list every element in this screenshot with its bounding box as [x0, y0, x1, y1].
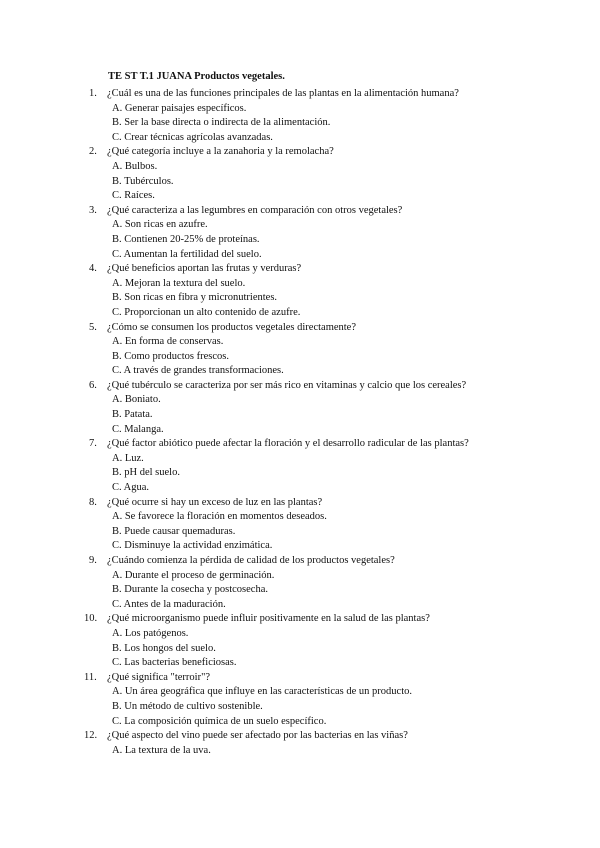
- answer-option: [0, 627, 600, 642]
- answer-option: [0, 189, 600, 204]
- question-number: 5.: [89, 321, 97, 333]
- answer-option-text: C. La composición química de un suelo específico.: [112, 715, 327, 727]
- answer-option: [0, 656, 600, 671]
- question-text: ¿Qué categoría incluye a la zanahoria y la remolacha?: [107, 146, 334, 158]
- answer-option-text: B. Un método de cultivo sostenible.: [112, 700, 263, 712]
- question-number: 9.: [89, 555, 97, 566]
- question-item: [0, 87, 600, 145]
- answer-option-text: B. Tubérculos.: [112, 175, 174, 187]
- question-text: ¿Qué factor abiótico puede afectar la floración y el desarrollo radicular de las plantas?: [107, 438, 469, 450]
- answer-option: [0, 685, 600, 700]
- answer-option: [0, 248, 600, 263]
- answer-option-text: C. Disminuye la actividad enzimática.: [112, 540, 273, 552]
- question-line: [0, 671, 600, 686]
- answer-option: [0, 131, 600, 146]
- answer-option-text: A. Los patógenos.: [112, 627, 189, 639]
- answer-option: [0, 642, 600, 657]
- answer-option-text: C. Las bacterias beneficiosas.: [112, 657, 237, 669]
- question-line: [0, 145, 600, 160]
- question-line: [0, 321, 600, 336]
- question-number: 6.: [89, 379, 97, 391]
- question-item: [0, 671, 600, 729]
- question-text: ¿Cuándo comienza la pérdida de calidad de los productos vegetales?: [107, 555, 395, 566]
- answer-option: [0, 700, 600, 715]
- question-item: [0, 379, 600, 437]
- answer-option-text: B. Los hongos del suelo.: [112, 642, 216, 654]
- answer-option: [0, 350, 600, 365]
- question-number: 3.: [89, 204, 97, 216]
- question-number: 10.: [84, 613, 98, 625]
- answer-option-text: B. Puede causar quemaduras.: [112, 525, 236, 537]
- answer-option: [0, 364, 600, 379]
- answer-option-text: A. La textura de la uva.: [112, 744, 211, 756]
- question-number: 7.: [89, 438, 97, 450]
- question-number: 12.: [84, 730, 98, 742]
- answer-option: [0, 744, 600, 759]
- answer-option: [0, 715, 600, 730]
- question-line: [0, 204, 600, 219]
- question-text: ¿Qué beneficios aportan las frutas y verduras?: [107, 263, 302, 275]
- answer-option-text: C. Raíces.: [112, 190, 155, 202]
- answer-option-text: A. Mejoran la textura del suelo.: [112, 277, 246, 289]
- question-text: ¿Qué caracteriza a las legumbres en comparación con otros vegetales?: [107, 204, 403, 216]
- answer-option: [0, 306, 600, 321]
- answer-option: [0, 102, 600, 117]
- question-line: [0, 379, 600, 394]
- answer-option-text: B. Ser la base directa o indirecta de la alimentación.: [112, 117, 331, 129]
- answer-option-text: A. Son ricas en azufre.: [112, 219, 208, 231]
- question-text: ¿Qué ocurre si hay un exceso de luz en las plantas?: [107, 496, 323, 508]
- question-line: [0, 612, 600, 627]
- answer-option-text: B. Como productos frescos.: [112, 350, 229, 362]
- answer-option-text: C. Malanga.: [112, 423, 164, 435]
- answer-option: [0, 277, 600, 292]
- question-text: ¿Qué microorganismo puede influir positivamente en la salud de las plantas?: [107, 613, 430, 625]
- question-line: [0, 437, 600, 452]
- question-text: ¿Qué aspecto del vino puede ser afectado por las bacterias en las viñas?: [107, 730, 408, 742]
- question-text: ¿Qué significa "terroir"?: [107, 671, 211, 683]
- question-text: ¿Cómo se consumen los productos vegetales directamente?: [107, 321, 357, 333]
- question-item: [0, 729, 600, 758]
- answer-option-text: B. Son ricas en fibra y micronutrientes.: [112, 292, 278, 304]
- answer-option-text: A. Bulbos.: [112, 160, 158, 172]
- answer-option-text: C. A través de grandes transformaciones.: [112, 365, 284, 377]
- answer-option: [0, 452, 600, 467]
- answer-option-text: B. Patata.: [112, 409, 153, 421]
- answer-option-text: C. Crear técnicas agrícolas avanzadas.: [112, 131, 273, 143]
- question-item: [0, 204, 600, 262]
- answer-option-text: A. Un área geográfica que influye en las características de un producto.: [112, 686, 412, 698]
- answer-option: [0, 466, 600, 481]
- answer-option-text: B. pH del suelo.: [112, 467, 180, 479]
- answer-option-text: C. Proporcionan un alto contenido de azufre.: [112, 306, 301, 318]
- answer-option: [0, 481, 600, 496]
- answer-option: [0, 160, 600, 175]
- question-line: [0, 729, 600, 744]
- question-text: ¿Qué tubérculo se caracteriza por ser más rico en vitaminas y calcio que los cereales?: [107, 379, 467, 391]
- answer-option: [0, 233, 600, 248]
- question-item: [0, 262, 600, 320]
- question-number: 4.: [89, 263, 97, 275]
- question-list: [0, 87, 600, 758]
- question-number: 1.: [89, 88, 97, 99]
- answer-option: [0, 525, 600, 540]
- answer-option-text: A. Boniato.: [112, 394, 161, 406]
- question-number: 8.: [89, 496, 97, 508]
- question-number: 2.: [89, 146, 97, 158]
- question-item: [0, 321, 600, 379]
- question-item: [0, 554, 600, 612]
- answer-option-text: A. Luz.: [112, 452, 144, 464]
- question-item: [0, 437, 600, 495]
- answer-option-text: C. Agua.: [112, 482, 150, 494]
- answer-option-text: A. Durante el proceso de germinación.: [112, 569, 275, 581]
- question-text: ¿Cuál es una de las funciones principales de las plantas en la alimentación humana?: [107, 88, 459, 99]
- answer-option-text: B. Durante la cosecha y postcosecha.: [112, 584, 268, 596]
- document-title: TE ST T.1 JUANA Productos vegetales.: [108, 71, 285, 82]
- question-item: [0, 612, 600, 670]
- answer-option: [0, 539, 600, 554]
- answer-option-text: A. Generar paisajes específicos.: [112, 102, 247, 114]
- answer-option: [0, 393, 600, 408]
- question-number: 11.: [84, 671, 97, 683]
- answer-option: [0, 569, 600, 584]
- question-line: [0, 87, 600, 102]
- answer-option: [0, 175, 600, 190]
- question-item: [0, 145, 600, 203]
- answer-option-text: B. Contienen 20-25% de proteínas.: [112, 233, 260, 245]
- answer-option-text: C. Aumentan la fertilidad del suelo.: [112, 248, 262, 260]
- answer-option: [0, 291, 600, 306]
- question-line: [0, 262, 600, 277]
- answer-option: [0, 218, 600, 233]
- question-line: [0, 496, 600, 511]
- answer-option: [0, 583, 600, 598]
- answer-option: [0, 598, 600, 613]
- answer-option-text: A. Se favorece la floración en momentos deseados.: [112, 511, 327, 523]
- answer-option-text: A. En forma de conservas.: [112, 336, 224, 348]
- answer-option: [0, 335, 600, 350]
- question-item: [0, 496, 600, 554]
- answer-option: [0, 116, 600, 131]
- answer-option: [0, 408, 600, 423]
- answer-option: [0, 423, 600, 438]
- question-line: [0, 554, 600, 569]
- answer-option: [0, 510, 600, 525]
- answer-option-text: C. Antes de la maduración.: [112, 598, 226, 610]
